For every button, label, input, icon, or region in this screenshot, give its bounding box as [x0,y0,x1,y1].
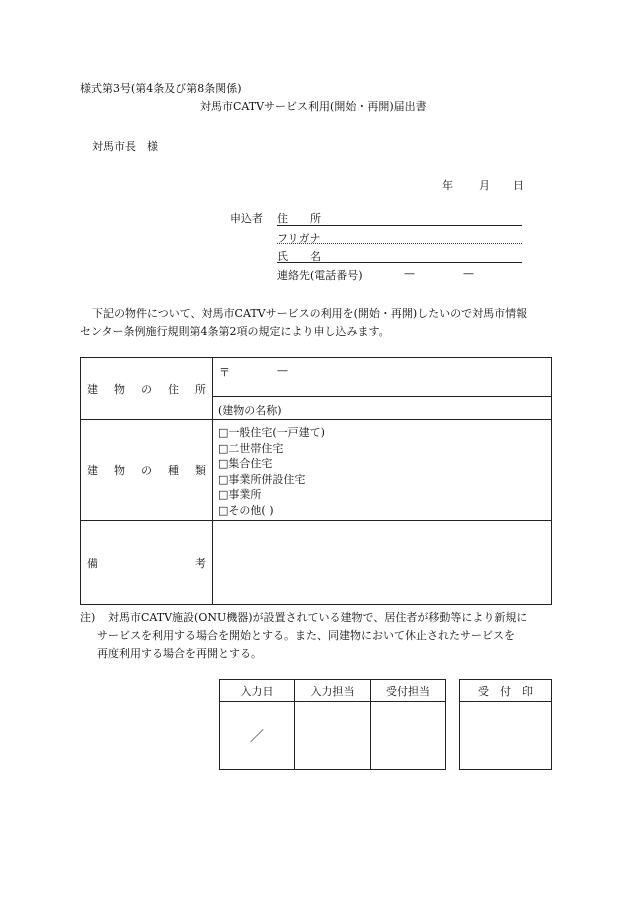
building-name-label: (建物の名称) [218,404,282,417]
contact-dash-1: — [404,267,415,280]
intro-line-2: センター条例施行規則第4条第2項の規定により申し込みます。 [80,325,390,338]
option-apartment[interactable]: □集合住宅 [218,457,273,470]
option-detached-house[interactable]: □一般住宅(一戸建て) [218,426,325,439]
type-row [81,420,552,521]
note-line-2: サービスを利用する場合を開始とする。また、同建物において休止されたサービスを [97,629,515,642]
furigana-field-line[interactable] [277,243,522,244]
addressee: 対馬市長 様 [92,140,158,153]
type-options-cell [213,420,552,521]
form-number: 様式第3号(第4条及び第8条関係) [80,82,242,95]
reception-stamp-cell[interactable] [460,702,552,770]
intro-line-1: 下記の物件について、対馬市CATVサービスの利用を(開始・再開)したいので対馬市情報 [92,307,528,320]
date-day[interactable]: 日 [513,179,524,192]
postal-dash: — [277,364,288,377]
input-staff-cell[interactable] [295,702,371,770]
building-name-area[interactable] [213,397,551,418]
date-year[interactable]: 年 [442,179,453,192]
name-field-line[interactable] [277,262,522,263]
postal-code-area[interactable] [213,358,551,397]
date-slash: ／ [250,728,264,745]
reception-staff-cell[interactable] [371,702,446,770]
option-other[interactable]: □その他( ) [218,503,274,517]
address-row [81,358,552,420]
remarks-row-label: 備 考 [81,521,213,605]
date-month[interactable]: 月 [479,179,490,192]
office-use-table [219,679,446,770]
note-line-3: 再度利用する場合を再開とする。 [97,647,262,660]
address-row-label: 建 物 の 住 所 [81,358,213,420]
applicant-label: 申込者 [230,212,263,225]
note-line-1: 対馬市CATV施設(ONU機器)が設置されている建物で、居住者が移動等により新規に [108,611,528,624]
type-row-label: 建 物 の 種 類 [81,420,213,521]
address-value-cell[interactable] [213,358,552,420]
building-info-table [80,357,552,605]
remarks-cell[interactable] [213,521,552,605]
name-label: 氏 名 [277,250,321,263]
input-date-cell[interactable] [220,702,295,770]
document-title: 対馬市CATVサービス利用(開始・再開)届出書 [200,100,427,113]
header-reception-staff: 受付担当 [371,680,446,702]
postal-mark: 〒 [219,366,230,379]
contact-dash-2: — [463,267,474,280]
reception-stamp-table [459,679,552,770]
address-label: 住 所 [277,212,321,225]
header-input-date: 入力日 [220,680,295,702]
header-input-staff: 入力担当 [295,680,371,702]
option-office-residence[interactable]: □事業所併設住宅 [218,472,306,486]
contact-label: 連絡先(電話番号) [277,269,363,282]
furigana-label: フリガナ [277,232,321,245]
note-mark: 注) [80,611,96,624]
option-two-family-house[interactable]: □二世帯住宅 [218,441,284,455]
option-office[interactable]: □事業所 [218,488,262,501]
remarks-row [81,521,552,605]
header-reception-stamp: 受 付 印 [460,680,552,702]
address-field-line[interactable] [277,225,522,226]
